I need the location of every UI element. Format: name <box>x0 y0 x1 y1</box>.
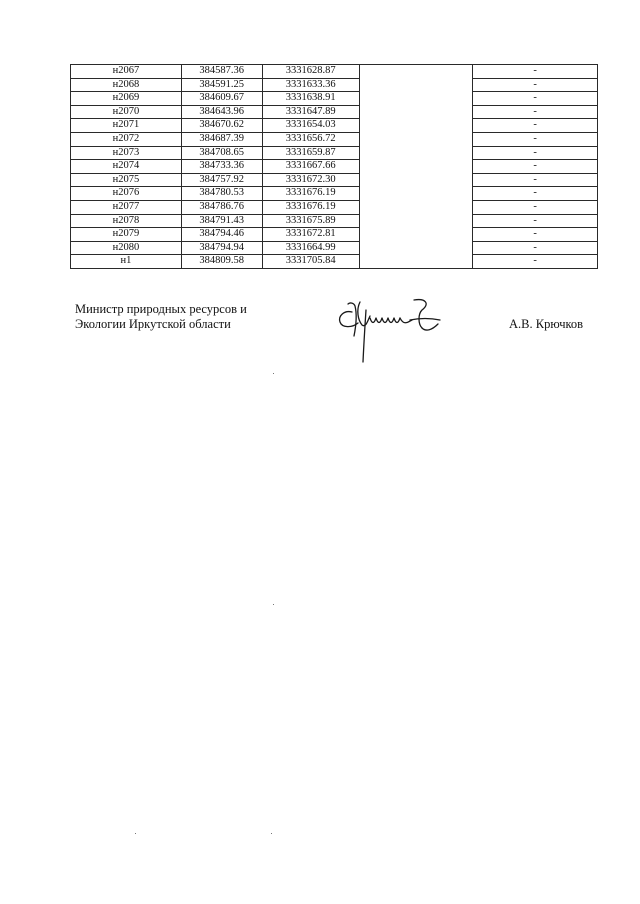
table-row <box>71 200 598 214</box>
y-coordinate-cell: 3331659.87 <box>262 146 359 160</box>
note-cell: - <box>473 119 598 133</box>
x-coordinate-cell: 384643.96 <box>181 105 262 119</box>
y-coordinate-cell: 3331647.89 <box>262 105 359 119</box>
point-id-cell: н2075 <box>71 173 182 187</box>
position-line-2: Экологии Иркутской области <box>75 316 231 331</box>
point-id-cell: н2077 <box>71 200 182 214</box>
table-row <box>71 241 598 255</box>
y-coordinate-cell: 3331633.36 <box>262 78 359 92</box>
y-coordinate-cell: 3331656.72 <box>262 132 359 146</box>
point-id-cell: н2070 <box>71 105 182 119</box>
x-coordinate-cell: 384786.76 <box>181 200 262 214</box>
table-row <box>71 92 598 106</box>
note-cell: - <box>473 65 598 79</box>
point-id-cell: н2069 <box>71 92 182 106</box>
x-coordinate-cell: 384591.25 <box>181 78 262 92</box>
scan-speck <box>271 833 272 834</box>
table-row <box>71 105 598 119</box>
scan-speck <box>273 373 274 374</box>
y-coordinate-cell: 3331672.30 <box>262 173 359 187</box>
table-row <box>71 132 598 146</box>
signatory-name: А.В. Крючков <box>509 317 584 331</box>
x-coordinate-cell: 384587.36 <box>181 65 262 79</box>
y-coordinate-cell: 3331638.91 <box>262 92 359 106</box>
point-id-cell: н2073 <box>71 146 182 160</box>
coordinates-table-body <box>71 65 598 269</box>
signatory-position <box>75 302 247 331</box>
x-coordinate-cell: 384708.65 <box>181 146 262 160</box>
note-cell: - <box>473 214 598 228</box>
y-coordinate-cell: 3331676.19 <box>262 200 359 214</box>
note-cell: - <box>473 200 598 214</box>
note-cell: - <box>473 146 598 160</box>
scan-speck <box>135 833 136 834</box>
point-id-cell: н2071 <box>71 119 182 133</box>
table-row <box>71 173 598 187</box>
note-cell: - <box>473 173 598 187</box>
x-coordinate-cell: 384809.58 <box>181 255 262 269</box>
table-row <box>71 228 598 242</box>
table-row <box>71 187 598 201</box>
note-cell: - <box>473 255 598 269</box>
x-coordinate-cell: 384687.39 <box>181 132 262 146</box>
point-id-cell: н2074 <box>71 160 182 174</box>
point-id-cell: н2068 <box>71 78 182 92</box>
y-coordinate-cell: 3331667.66 <box>262 160 359 174</box>
coordinates-table <box>70 64 598 269</box>
y-coordinate-cell: 3331654.03 <box>262 119 359 133</box>
point-id-cell: н2079 <box>71 228 182 242</box>
y-coordinate-cell: 3331664.99 <box>262 241 359 255</box>
table-row <box>71 214 598 228</box>
point-id-cell: н2078 <box>71 214 182 228</box>
position-line-1: Министр природных ресурсов и <box>75 302 247 316</box>
table-row <box>71 146 598 160</box>
y-coordinate-cell: 3331676.19 <box>262 187 359 201</box>
x-coordinate-cell: 384780.53 <box>181 187 262 201</box>
note-cell: - <box>473 160 598 174</box>
table-row <box>71 119 598 133</box>
x-coordinate-cell: 384733.36 <box>181 160 262 174</box>
point-id-cell: н2067 <box>71 65 182 79</box>
note-cell: - <box>473 132 598 146</box>
x-coordinate-cell: 384757.92 <box>181 173 262 187</box>
note-cell: - <box>473 241 598 255</box>
scan-speck <box>273 604 274 605</box>
point-id-cell: н2080 <box>71 241 182 255</box>
table-row <box>71 65 598 79</box>
handwritten-signature <box>330 290 450 365</box>
point-id-cell: н1 <box>71 255 182 269</box>
y-coordinate-cell: 3331675.89 <box>262 214 359 228</box>
note-cell: - <box>473 228 598 242</box>
x-coordinate-cell: 384670.62 <box>181 119 262 133</box>
note-cell: - <box>473 105 598 119</box>
point-id-cell: н2076 <box>71 187 182 201</box>
y-coordinate-cell: 3331628.87 <box>262 65 359 79</box>
table-row <box>71 160 598 174</box>
y-coordinate-cell: 3331672.81 <box>262 228 359 242</box>
y-coordinate-cell: 3331705.84 <box>262 255 359 269</box>
note-cell: - <box>473 187 598 201</box>
x-coordinate-cell: 384791.43 <box>181 214 262 228</box>
merged-empty-cell <box>359 65 473 269</box>
point-id-cell: н2072 <box>71 132 182 146</box>
table-row <box>71 255 598 269</box>
x-coordinate-cell: 384609.67 <box>181 92 262 106</box>
table-row <box>71 78 598 92</box>
note-cell: - <box>473 78 598 92</box>
x-coordinate-cell: 384794.46 <box>181 228 262 242</box>
x-coordinate-cell: 384794.94 <box>181 241 262 255</box>
note-cell: - <box>473 92 598 106</box>
